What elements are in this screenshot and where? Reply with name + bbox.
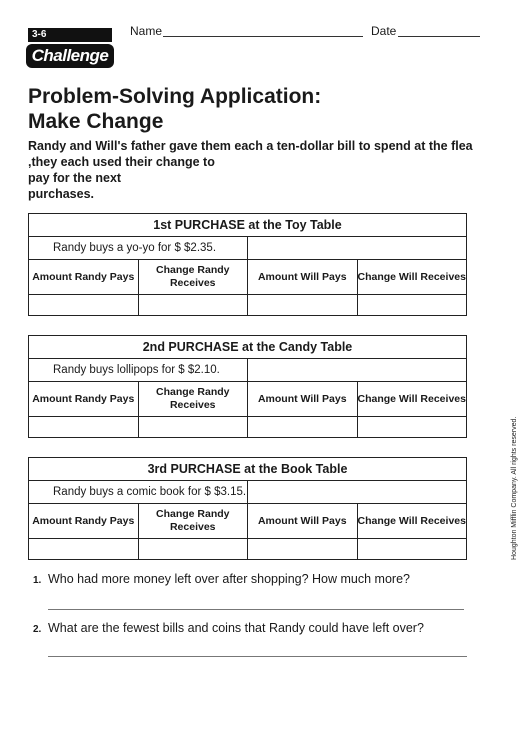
- name-field[interactable]: [163, 36, 363, 37]
- col-change-will-receives: Change Will Receives: [357, 382, 467, 417]
- intro-paragraph: [28, 138, 508, 202]
- col-amount-randy-pays: Amount Randy Pays: [29, 504, 139, 539]
- question-number: 2.: [33, 624, 42, 635]
- purchase-description: Randy buys a yo-yo for $ $2.35.: [29, 237, 248, 260]
- title-line-2: Make Change: [28, 110, 164, 133]
- col-change-will-receives: Change Will Receives: [357, 260, 467, 295]
- intro-line-3: pay for the next: [28, 171, 122, 185]
- question-number: 1.: [33, 575, 42, 586]
- answer-cell[interactable]: [138, 295, 248, 316]
- purchase-table-3: [28, 457, 467, 560]
- purchase-heading: 1st PURCHASE at the Toy Table: [29, 214, 467, 237]
- answer-cell[interactable]: [248, 417, 358, 438]
- answer-line[interactable]: [48, 609, 464, 610]
- col-change-randy-receives: Change Randy Receives: [138, 504, 248, 539]
- copyright-credit: Houghton Mifflin Company. All rights reserved.: [511, 416, 518, 560]
- answer-cell[interactable]: [357, 295, 467, 316]
- answer-cell[interactable]: [248, 539, 358, 560]
- purchase-heading: 2nd PURCHASE at the Candy Table: [29, 336, 467, 359]
- answer-cell[interactable]: [29, 295, 139, 316]
- name-label: Name: [130, 24, 163, 38]
- col-amount-will-pays: Amount Will Pays: [248, 382, 358, 417]
- question-text: What are the fewest bills and coins that Randy could have left over?: [48, 621, 424, 635]
- col-amount-will-pays: Amount Will Pays: [248, 504, 358, 539]
- col-amount-randy-pays: Amount Randy Pays: [29, 260, 139, 295]
- intro-line-2: ,they each used their change to: [28, 155, 215, 169]
- col-change-will-receives: Change Will Receives: [357, 504, 467, 539]
- empty-cell: [248, 237, 467, 260]
- empty-cell: [248, 359, 467, 382]
- purchase-heading: 3rd PURCHASE at the Book Table: [29, 458, 467, 481]
- answer-line[interactable]: [48, 656, 467, 657]
- answer-cell[interactable]: [29, 539, 139, 560]
- page-title: [28, 84, 448, 134]
- purchase-table-2: [28, 335, 467, 438]
- answer-cell[interactable]: [357, 417, 467, 438]
- empty-cell: [248, 481, 467, 504]
- intro-line-4: purchases.: [28, 187, 95, 201]
- date-field[interactable]: [398, 36, 480, 37]
- col-amount-will-pays: Amount Will Pays: [248, 260, 358, 295]
- col-amount-randy-pays: Amount Randy Pays: [29, 382, 139, 417]
- purchase-table-1: [28, 213, 467, 316]
- answer-cell[interactable]: [138, 539, 248, 560]
- answer-cell[interactable]: [29, 417, 139, 438]
- answer-cell[interactable]: [248, 295, 358, 316]
- challenge-badge: Challenge: [26, 44, 114, 68]
- answer-cell[interactable]: [357, 539, 467, 560]
- lesson-tag: 3-6: [28, 28, 112, 42]
- purchase-description: Randy buys a comic book for $ $3.15.: [29, 481, 248, 504]
- answer-cell[interactable]: [138, 417, 248, 438]
- date-label: Date: [371, 24, 397, 38]
- intro-line-1: Randy and Will's father gave them each a ten-dollar bill to spend at the flea: [28, 139, 473, 153]
- col-change-randy-receives: Change Randy Receives: [138, 382, 248, 417]
- question-text: Who had more money left over after shopping? How much more?: [48, 572, 410, 586]
- purchase-description: Randy buys lollipops for $ $2.10.: [29, 359, 248, 382]
- title-line-1: Problem-Solving Application:: [28, 85, 322, 108]
- col-change-randy-receives: Change Randy Receives: [138, 260, 248, 295]
